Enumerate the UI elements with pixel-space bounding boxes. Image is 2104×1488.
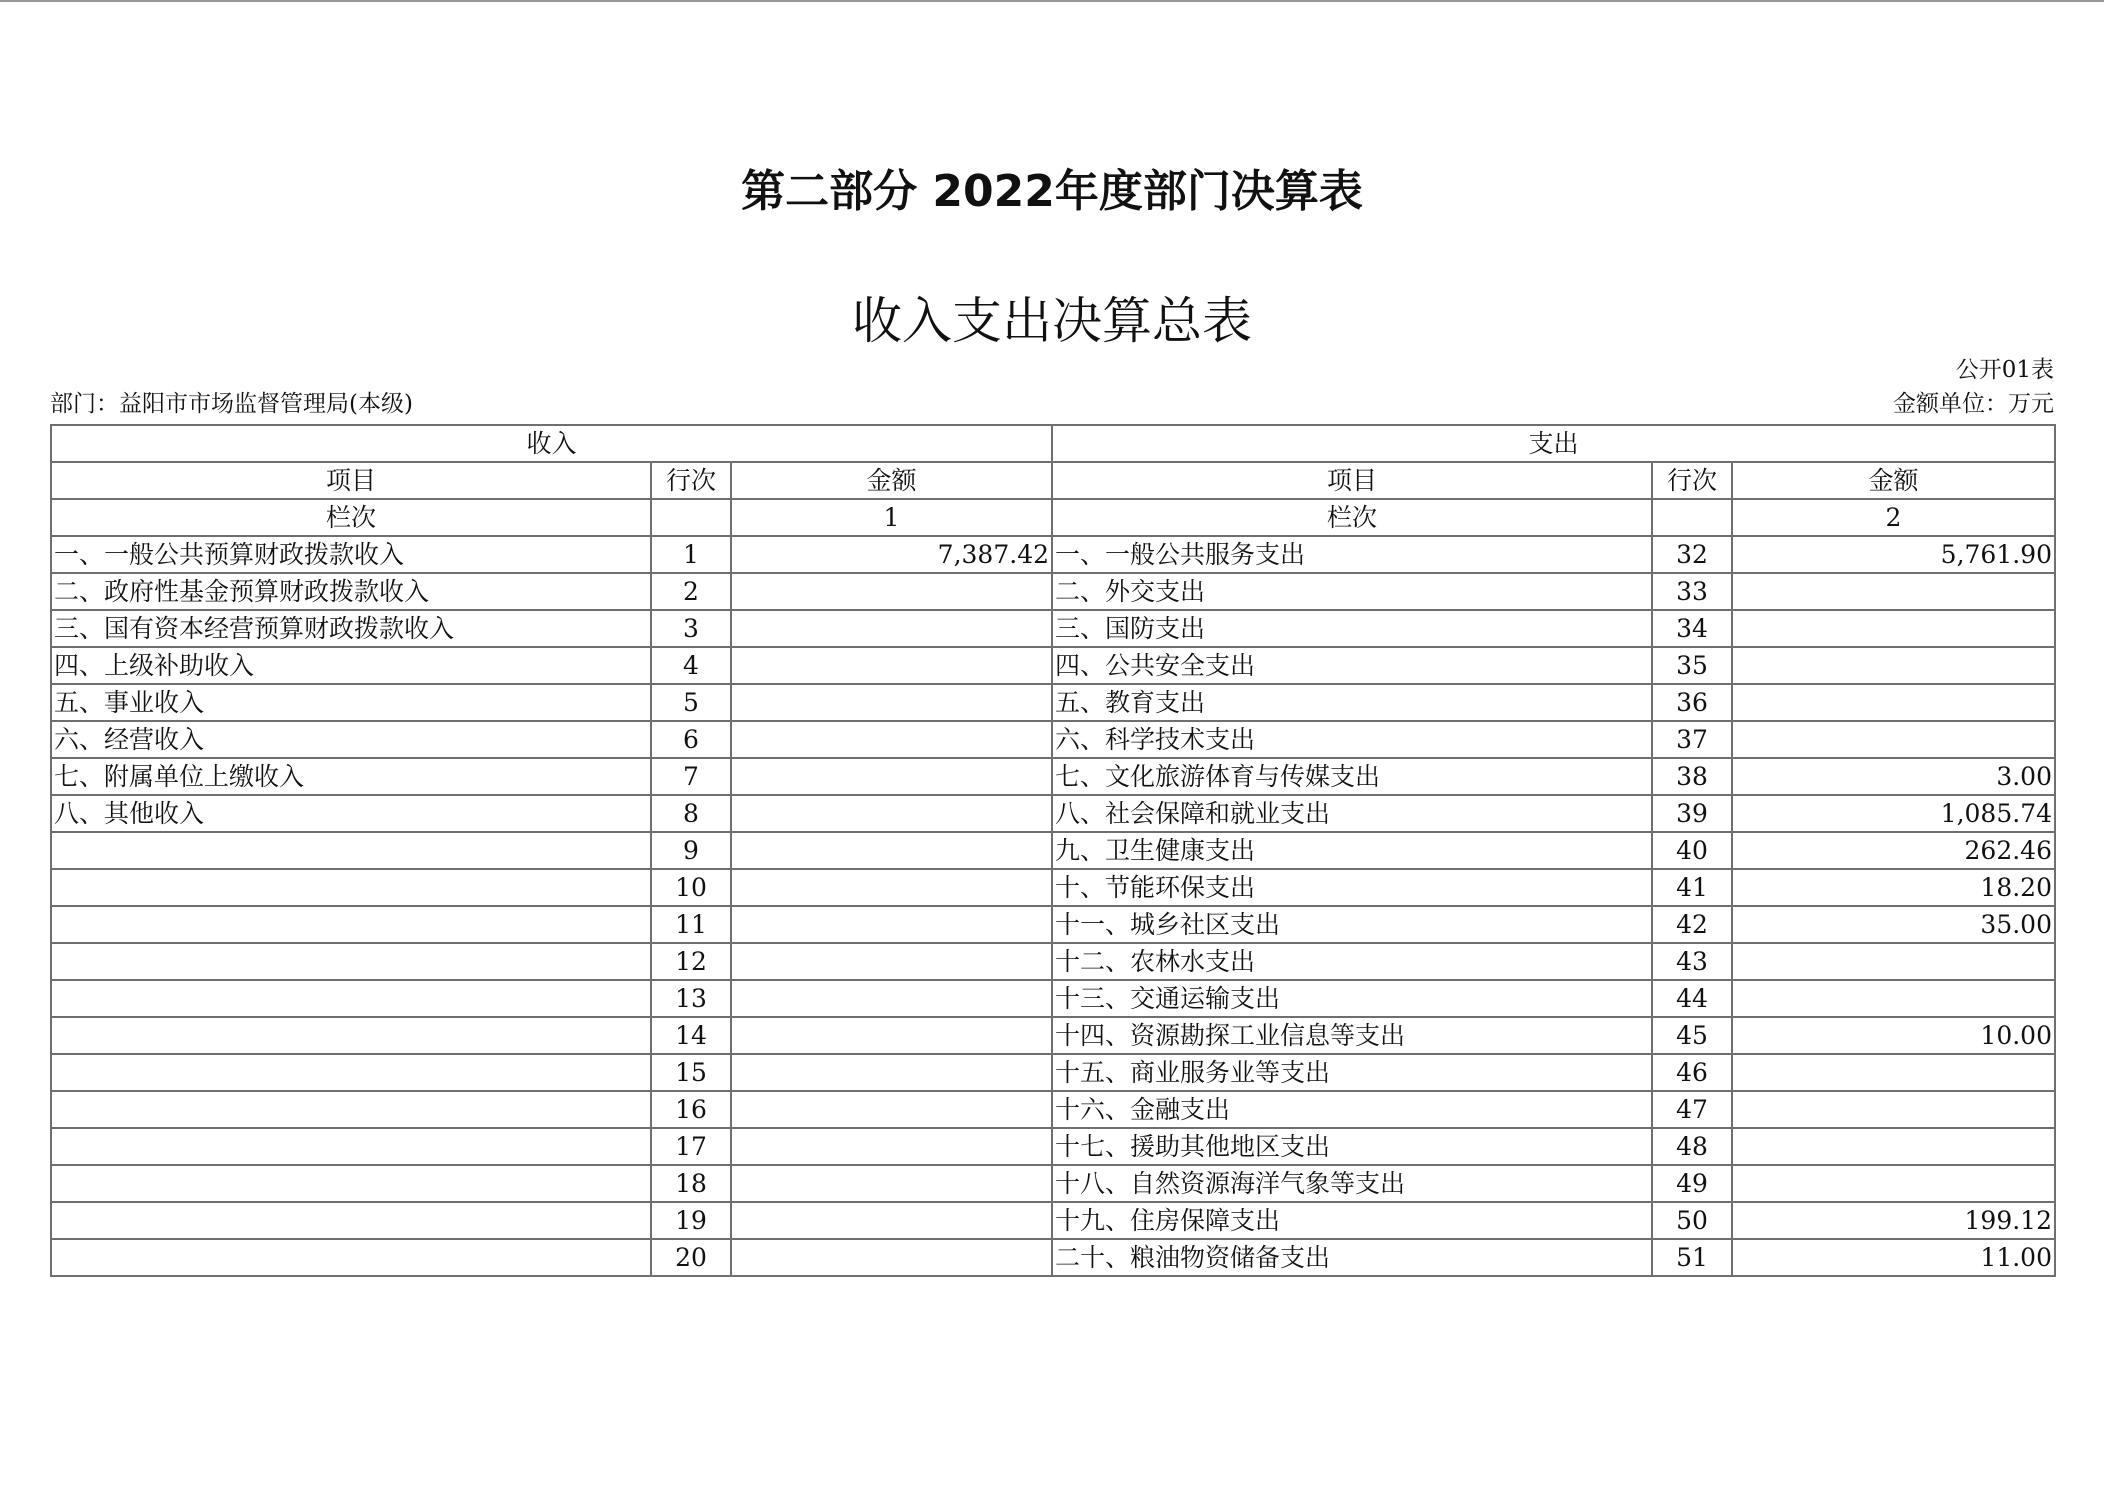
income-row-no-cell: 20 [651,1239,731,1276]
expense-row-no-cell: 48 [1652,1128,1732,1165]
expense-row-no-cell: 45 [1652,1017,1732,1054]
income-row-no-cell: 9 [651,832,731,869]
expense-row-no-cell: 32 [1652,536,1732,573]
table-row [51,1017,2055,1054]
expense-amount-cell [1732,1128,2055,1165]
expense-amount-cell: 3.00 [1732,758,2055,795]
expense-amount-cell: 11.00 [1732,1239,2055,1276]
table-row [51,573,2055,610]
expense-item-cell: 一、一般公共服务支出 [1052,536,1652,573]
income-item-cell [51,980,651,1017]
table-row [51,1054,2055,1091]
expense-amount-cell [1732,647,2055,684]
expense-row-no-cell: 51 [1652,1239,1732,1276]
table-row [51,721,2055,758]
expense-item-cell: 七、文化旅游体育与传媒支出 [1052,758,1652,795]
income-amount-cell [731,1165,1052,1202]
income-item-cell: 六、经营收入 [51,721,651,758]
income-expense-table [50,424,2056,1277]
expense-item-header: 项目 [1052,462,1652,499]
expense-amount-cell [1732,1054,2055,1091]
table-row [51,610,2055,647]
income-row-no-cell: 4 [651,647,731,684]
section-header-row [51,425,2055,462]
expense-row-no-cell: 47 [1652,1091,1732,1128]
expense-item-cell: 二十、粮油物资储备支出 [1052,1239,1652,1276]
expense-row-no-cell: 37 [1652,721,1732,758]
income-item-cell: 四、上级补助收入 [51,647,651,684]
income-row-no-cell: 19 [651,1202,731,1239]
table-row [51,980,2055,1017]
page-top-border [0,0,2104,2]
expense-amount-cell: 10.00 [1732,1017,2055,1054]
income-amount-cell [731,906,1052,943]
income-item-cell [51,906,651,943]
income-item-cell [51,832,651,869]
income-amount-cell [731,647,1052,684]
table-row [51,906,2055,943]
income-row-no-cell: 8 [651,795,731,832]
income-row-no-cell: 12 [651,943,731,980]
table-number: 公开01表 [1955,357,2054,383]
column-header-row [51,462,2055,499]
table-row [51,536,2055,573]
expense-row-no-cell: 46 [1652,1054,1732,1091]
expense-row-no-cell: 38 [1652,758,1732,795]
expense-row-no-cell: 33 [1652,573,1732,610]
expense-item-cell: 十四、资源勘探工业信息等支出 [1052,1017,1652,1054]
expense-column-index-number: 2 [1732,499,2055,536]
expense-item-cell: 十二、农林水支出 [1052,943,1652,980]
expense-amount-cell [1732,980,2055,1017]
income-row-no-cell: 17 [651,1128,731,1165]
expense-column-index-label: 栏次 [1052,499,1652,536]
table-row [51,684,2055,721]
expense-row-no-cell: 35 [1652,647,1732,684]
expense-amount-cell: 1,085.74 [1732,795,2055,832]
table-row [51,832,2055,869]
income-row-no-cell: 6 [651,721,731,758]
income-row-no-cell: 2 [651,573,731,610]
expense-amount-cell: 5,761.90 [1732,536,2055,573]
income-item-cell: 八、其他收入 [51,795,651,832]
expense-row-no-header: 行次 [1652,462,1732,499]
income-item-cell [51,1202,651,1239]
expense-row-no-cell: 42 [1652,906,1732,943]
table-row [51,1202,2055,1239]
column-index-row [51,499,2055,536]
income-amount-cell [731,795,1052,832]
expense-item-cell: 十一、城乡社区支出 [1052,906,1652,943]
income-amount-cell [731,1091,1052,1128]
expense-row-no-cell: 50 [1652,1202,1732,1239]
expense-row-no-cell: 40 [1652,832,1732,869]
table-row [51,869,2055,906]
expense-amount-cell [1732,721,2055,758]
table-row [51,758,2055,795]
income-amount-cell [731,943,1052,980]
income-amount-cell [731,1017,1052,1054]
expense-row-no-cell: 39 [1652,795,1732,832]
income-amount-cell [731,1202,1052,1239]
expense-column-index-empty [1652,499,1732,536]
expense-amount-cell: 18.20 [1732,869,2055,906]
income-item-cell [51,869,651,906]
income-item-cell: 七、附属单位上缴收入 [51,758,651,795]
income-item-header: 项目 [51,462,651,499]
income-item-cell [51,1128,651,1165]
income-row-no-cell: 13 [651,980,731,1017]
expense-item-cell: 十八、自然资源海洋气象等支出 [1052,1165,1652,1202]
expense-row-no-cell: 43 [1652,943,1732,980]
expense-item-cell: 四、公共安全支出 [1052,647,1652,684]
income-row-no-cell: 16 [651,1091,731,1128]
income-row-no-cell: 11 [651,906,731,943]
income-row-no-cell: 15 [651,1054,731,1091]
income-row-no-cell: 18 [651,1165,731,1202]
income-row-no-cell: 14 [651,1017,731,1054]
expense-amount-cell: 199.12 [1732,1202,2055,1239]
expense-amount-cell [1732,684,2055,721]
expense-item-cell: 二、外交支出 [1052,573,1652,610]
expense-amount-cell: 262.46 [1732,832,2055,869]
expense-item-cell: 十九、住房保障支出 [1052,1202,1652,1239]
expense-item-cell: 三、国防支出 [1052,610,1652,647]
income-amount-cell [731,980,1052,1017]
table-row [51,795,2055,832]
income-row-no-cell: 7 [651,758,731,795]
expense-section-header: 支出 [1052,425,2055,462]
income-row-no-cell: 5 [651,684,731,721]
income-column-index-number: 1 [731,499,1052,536]
expense-item-cell: 十三、交通运输支出 [1052,980,1652,1017]
part-title: 第二部分 2022年度部门决算表 [741,166,1363,217]
income-row-no-cell: 3 [651,610,731,647]
expense-amount-cell [1732,573,2055,610]
income-amount-cell [731,1239,1052,1276]
income-column-index-label: 栏次 [51,499,651,536]
income-column-index-empty [651,499,731,536]
income-amount-cell [731,684,1052,721]
table-row [51,1239,2055,1276]
income-item-cell: 二、政府性基金预算财政拨款收入 [51,573,651,610]
income-amount-cell: 7,387.42 [731,536,1052,573]
expense-item-cell: 十七、援助其他地区支出 [1052,1128,1652,1165]
income-amount-cell [731,721,1052,758]
income-row-no-cell: 10 [651,869,731,906]
income-amount-cell [731,1054,1052,1091]
income-amount-cell [731,573,1052,610]
expense-item-cell: 六、科学技术支出 [1052,721,1652,758]
expense-amount-cell [1732,943,2055,980]
income-item-cell: 五、事业收入 [51,684,651,721]
table-row [51,647,2055,684]
income-row-no-header: 行次 [651,462,731,499]
expense-amount-cell [1732,1091,2055,1128]
income-item-cell [51,1054,651,1091]
expense-amount-cell [1732,610,2055,647]
expense-item-cell: 五、教育支出 [1052,684,1652,721]
income-item-cell [51,1239,651,1276]
income-item-cell: 三、国有资本经营预算财政拨款收入 [51,610,651,647]
expense-amount-header: 金额 [1732,462,2055,499]
expense-item-cell: 八、社会保障和就业支出 [1052,795,1652,832]
amount-unit-label: 金额单位：万元 [1893,391,2054,417]
income-section-header: 收入 [51,425,1052,462]
expense-item-cell: 九、卫生健康支出 [1052,832,1652,869]
income-amount-cell [731,869,1052,906]
expense-row-no-cell: 34 [1652,610,1732,647]
expense-item-cell: 十、节能环保支出 [1052,869,1652,906]
table-row [51,1091,2055,1128]
expense-row-no-cell: 36 [1652,684,1732,721]
income-item-cell [51,943,651,980]
expense-row-no-cell: 44 [1652,980,1732,1017]
expense-amount-cell [1732,1165,2055,1202]
income-amount-cell [731,1128,1052,1165]
expense-item-cell: 十五、商业服务业等支出 [1052,1054,1652,1091]
table-row [51,1165,2055,1202]
income-item-cell [51,1165,651,1202]
table-row [51,1128,2055,1165]
income-item-cell [51,1091,651,1128]
expense-amount-cell: 35.00 [1732,906,2055,943]
expense-row-no-cell: 41 [1652,869,1732,906]
income-amount-cell [731,832,1052,869]
table-title: 收入支出决算总表 [852,292,1252,350]
income-amount-header: 金额 [731,462,1052,499]
table-row [51,943,2055,980]
income-amount-cell [731,610,1052,647]
income-item-cell: 一、一般公共预算财政拨款收入 [51,536,651,573]
expense-item-cell: 十六、金融支出 [1052,1091,1652,1128]
expense-row-no-cell: 49 [1652,1165,1732,1202]
income-amount-cell [731,758,1052,795]
income-row-no-cell: 1 [651,536,731,573]
department-label: 部门：益阳市市场监督管理局(本级) [50,391,413,417]
income-item-cell [51,1017,651,1054]
